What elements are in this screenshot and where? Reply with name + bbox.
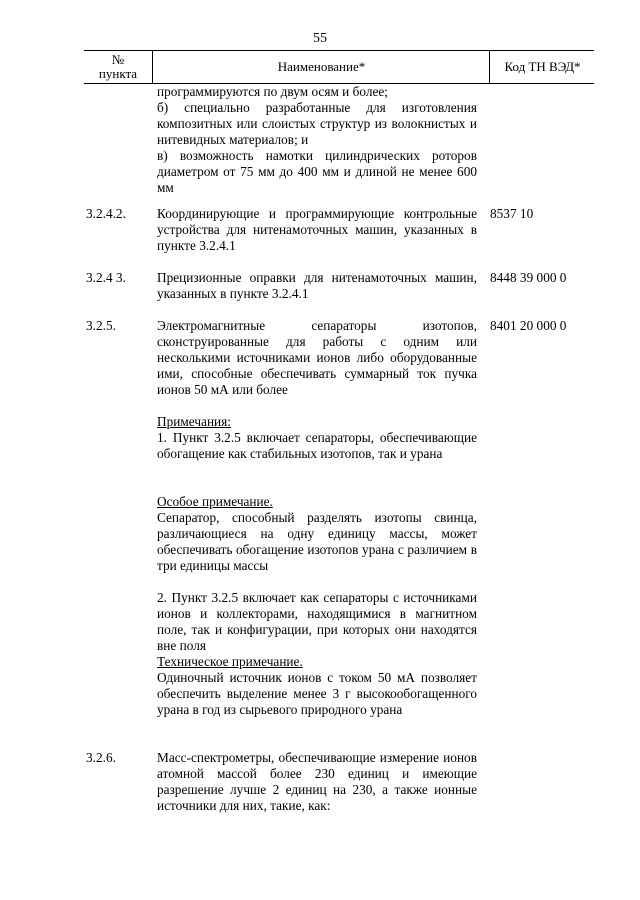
row-code: 8537 10	[490, 206, 534, 221]
row-text: Прецизионные оправки для нитенамоточных машин, указанных в пункте 3.2.4.1	[157, 270, 477, 301]
row-number: 3.2.4 3.	[86, 270, 126, 285]
page-number: 55	[313, 31, 327, 46]
header-num-symbol: №	[111, 52, 125, 67]
row-text: Электромагнитные сепараторы изотопов, сконструированные для работы с одним или несколькими источниками ионов либо оборудованные ими, способные обеспечивать суммарный ток пучка ионов 50 мА или более	[157, 318, 477, 397]
header-name: Наименование*	[152, 51, 490, 83]
technical-note-heading: Техническое примечание.	[157, 654, 303, 669]
notes-heading: Примечания:	[157, 414, 231, 429]
technical-note-text: Одиночный источник ионов с током 50 мА позволяет обеспечить выделение менее 3 г высокообогащенного урана в год из сырьевого природного урана	[157, 670, 477, 717]
special-note-text: Сепаратор, способный разделять изотопы свинца, различающиеся на одну единицу массы, может обеспечивать обогащение изотопов урана с различием в три единицы массы	[157, 510, 477, 573]
row-number: 3.2.4.2.	[86, 206, 126, 221]
row-number: 3.2.5.	[86, 318, 116, 333]
header-num-label: пункта	[98, 66, 138, 81]
row-code: 8448 39 000 0	[490, 270, 567, 285]
header-code: Код ТН ВЭД*	[489, 51, 595, 83]
note-1: 1. Пункт 3.2.5 включает сепараторы, обеспечивающие обогащение как стабильных изотопов, так и урана	[157, 430, 477, 461]
special-note-heading: Особое примечание.	[157, 494, 273, 509]
continuation-line: программируются по двум осям и более;	[157, 84, 388, 99]
row-text: Координирующие и программирующие контрольные устройства для нитенамоточных машин, указанных в пункте 3.2.4.1	[157, 206, 477, 253]
continuation-item-b: б) специально разработанные для изготовления композитных или слоистых структур из волокнистых и нитевидных материалов; и	[157, 100, 477, 147]
row-text: Масс-спектрометры, обеспечивающие измерение ионов атомной массой более 230 единиц и имеющие разрешение лучше 2 единиц на 230, а также ионные источники для них, такие, как:	[157, 750, 477, 813]
table-header	[84, 50, 594, 84]
row-number: 3.2.6.	[86, 750, 116, 765]
continuation-item-v: в) возможность намотки цилиндрических роторов диаметром от 75 мм до 400 мм и длиной не менее 600 мм	[157, 148, 477, 195]
note-2: 2. Пункт 3.2.5 включает как сепараторы с источниками ионов и коллекторами, находящимися в магнитном поле, так и конфигурации, при которых они находятся вне поля	[157, 590, 477, 653]
header-item-number	[84, 51, 152, 83]
row-code: 8401 20 000 0	[490, 318, 567, 333]
